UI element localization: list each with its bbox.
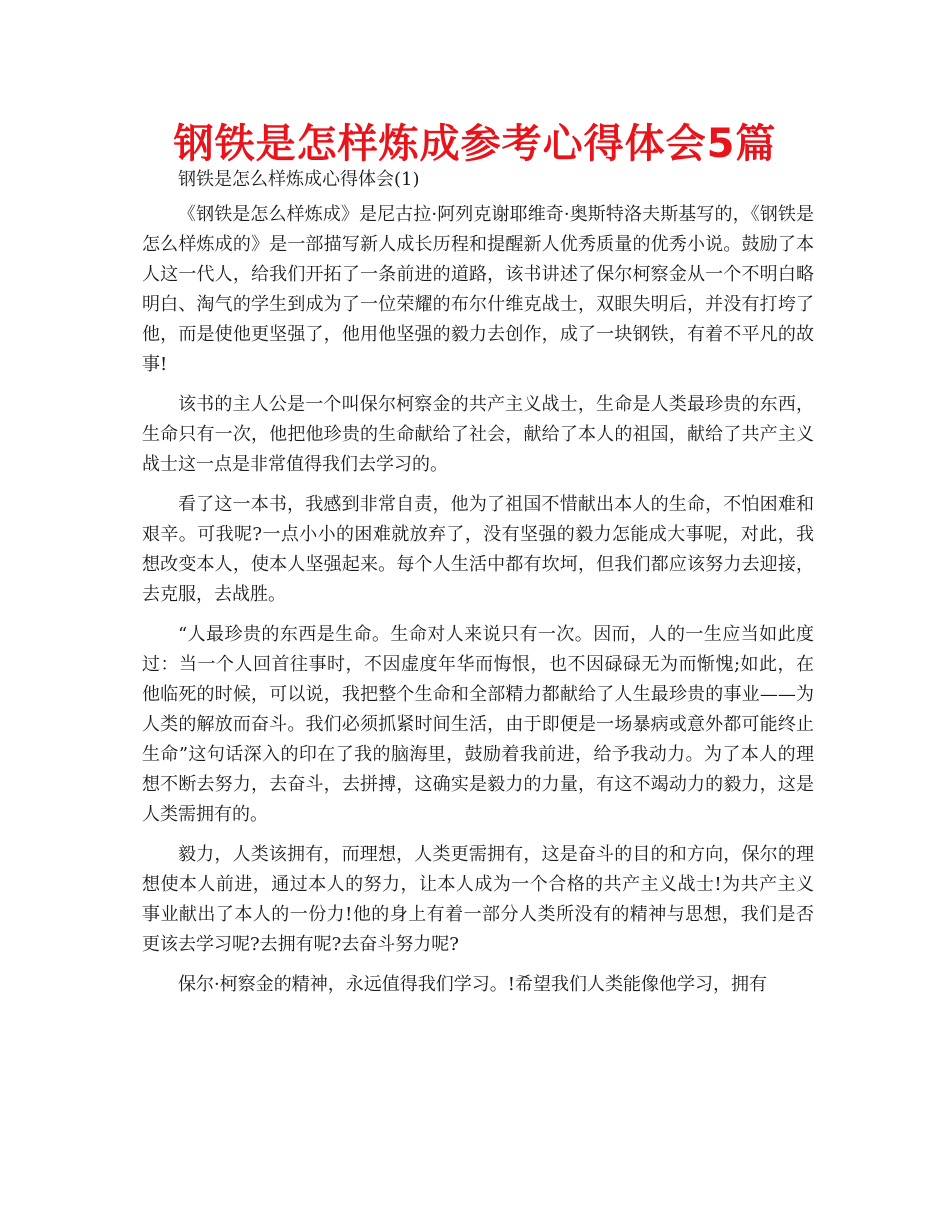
paragraph-6: 保尔·柯察金的精神，永远值得我们学习。!希望我们人类能像他学习，拥有: [178, 974, 767, 995]
paragraph-4: “人最珍贵的东西是生命。生命对人来说只有一次。因而，人的一生应当如此度过：当一个人回首往事时，不因虚度年华而悔恨，也不因碌碌无为而惭愧;如此，在他临死的时候，可以说，我把整个生命和全部精力都献给了人生最珍贵的事业——为人类的解放而奋斗。我们必须抓紧时间生活，由于即便是一场暴病或意外都可能终止生命”这句话深入的印在了我的脑海里，鼓励着我前进，给予我动力。为了本人的理想不断去努力，去奋斗，去拼搏，这确实是毅力的力量，有这不竭动力的毅力，这是人类需拥有的。: [142, 624, 814, 825]
paragraph-1: 《钢铁是怎么样炼成》是尼古拉·阿列克谢耶维奇·奥斯特洛夫斯基写的，《钢铁是怎么样炼成的》是一部描写新人成长历程和提醒新人优秀质量的优秀小说。鼓励了本人这一代人，给我们开拓了一条前进的道路，该书讲述了保尔柯察金从一个不明白略明白、淘气的学生到成为了一位荣耀的布尔什维克战士，双眼失明后，并没有打垮了他，而是使他更坚强了，他用他坚强的毅力去创作，成了一块钢铁，有着不平凡的故事!: [142, 204, 814, 375]
section-subtitle: 钢铁是怎么样炼成心得体会(1): [178, 169, 420, 190]
paragraph-3: 看了这一本书，我感到非常自责，他为了祖国不惜献出本人的生命，不怕困难和艰辛。可我呢?一点小小的困难就放弃了，没有坚强的毅力怎能成大事呢，对此，我想改变本人，使本人坚强起来。每个人生活中都有坎坷，但我们都应该努力去迎接，去克服，去战胜。: [142, 494, 814, 605]
paragraph-2: 该书的主人公是一个叫保尔柯察金的共产主义战士，生命是人类最珍贵的东西，生命只有一次，他把他珍贵的生命献给了社会，献给了本人的祖国，献给了共产主义战士这一点是非常值得我们去学习的。: [142, 394, 814, 475]
document-body: [142, 166, 814, 1000]
document-title: 钢铁是怎样炼成参考心得体会5篇: [173, 121, 777, 167]
paragraph-5: 毅力，人类该拥有，而理想，人类更需拥有，这是奋斗的目的和方向，保尔的理想使本人前进，通过本人的努力，让本人成为一个合格的共产主义战士!为共产主义事业献出了本人的一份力!他的身上有着一部分人类所没有的精神与思想，我们是否更该去学习呢?去拥有呢?去奋斗努力呢?: [142, 844, 814, 955]
